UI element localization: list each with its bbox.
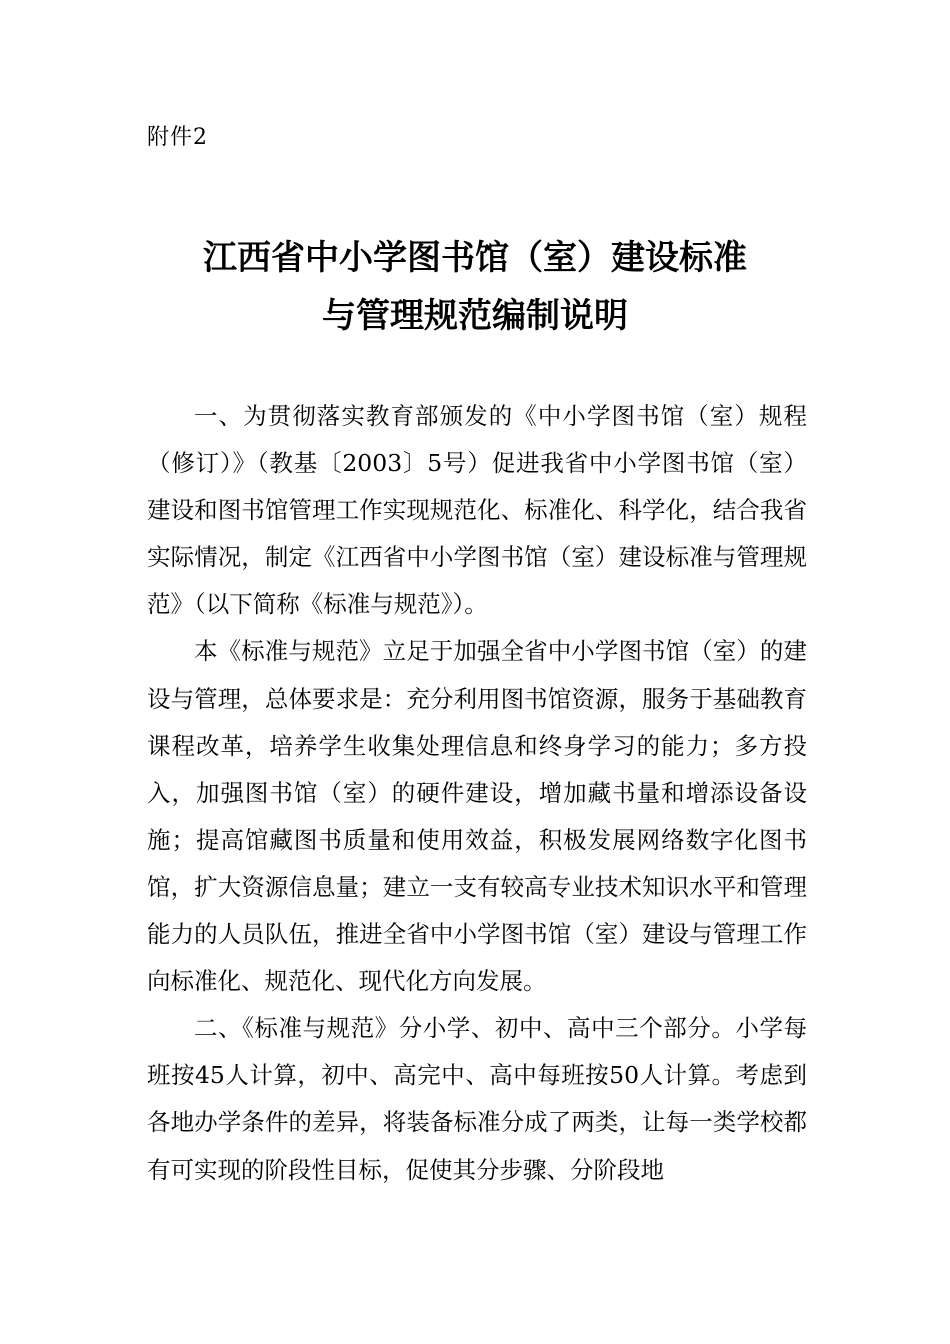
attachment-label: 附件2 bbox=[147, 125, 208, 150]
paragraph-2: 本《标准与规范》立足于加强全省中小学图书馆（室）的建设与管理，总体要求是：充分利用图书馆资源，服务于基础教育课程改革，培养学生收集处理信息和终身学习的能力；多方投入，加强图书馆（室）的硬件建设，增加藏书量和增添设备设施；提高馆藏图书质量和使用效益，积极发展网络数字化图书馆，扩大资源信息量；建立一支有较高专业技术知识水平和管理能力的人员队伍，推进全省中小学图书馆（室）建设与管理工作向标准化、规范化、现代化方向发展。 bbox=[147, 637, 807, 996]
document-body bbox=[147, 393, 807, 1194]
paragraph-3: 二、《标准与规范》分小学、初中、高中三个部分。小学每班按45人计算，初中、高完中、高中每班按50人计算。考虑到各地办学条件的差异，将装备标准分成了两类，让每一类学校都有可实现的阶段性目标，促使其分步骤、分阶段地 bbox=[147, 1014, 807, 1184]
document-title-line-2: 与管理规范编制说明 bbox=[322, 296, 628, 336]
document-title-line-1: 江西省中小学图书馆（室）建设标准 bbox=[203, 238, 747, 278]
paragraph-1: 一、为贯彻落实教育部颁发的《中小学图书馆（室）规程（修订）》（教基〔2003〕5号）促进我省中小学图书馆（室）建设和图书馆管理工作实现规范化、标准化、科学化，结合我省实际情况，制定《江西省中小学图书馆（室）建设标准与管理规范》（以下简称《标准与规范》）。 bbox=[147, 402, 807, 619]
